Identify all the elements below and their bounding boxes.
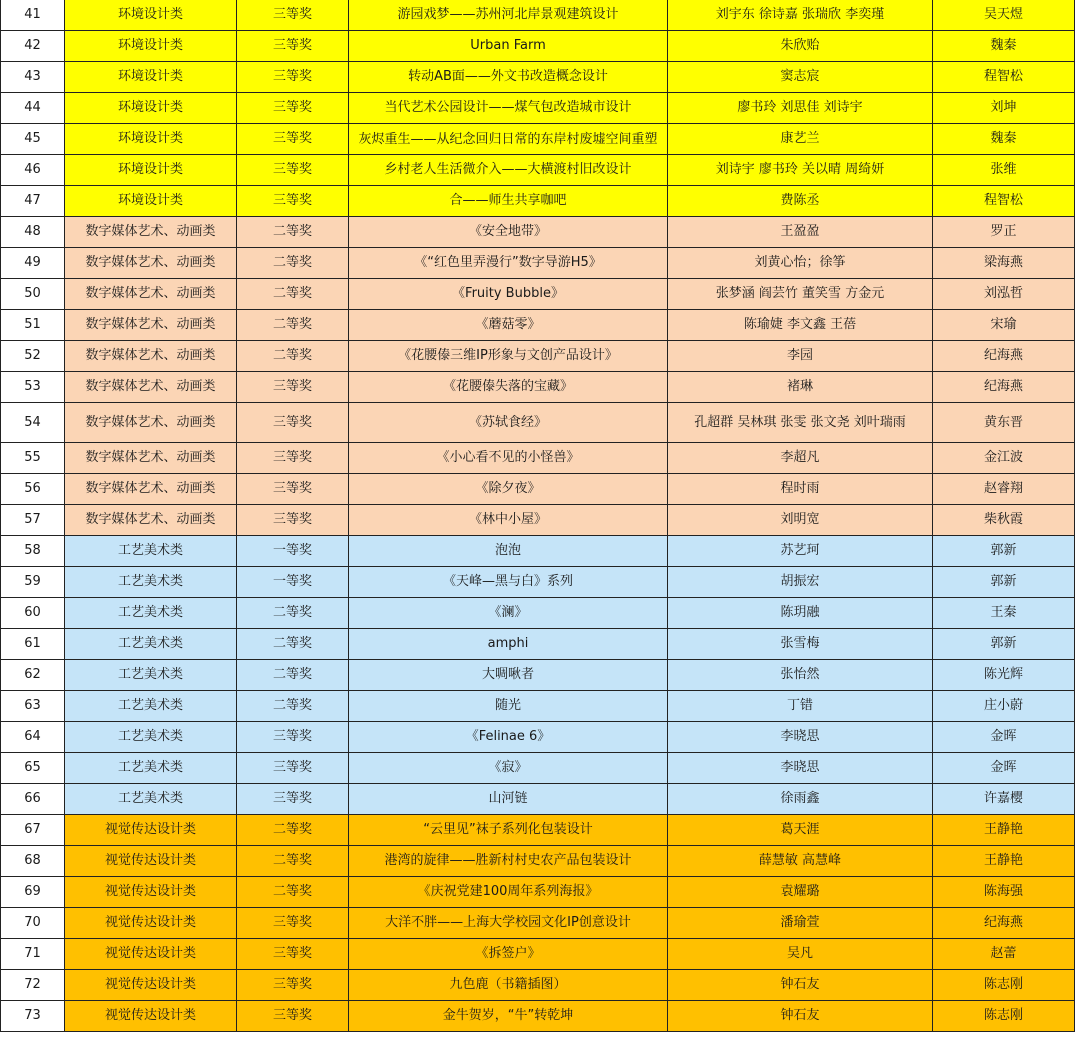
title-cell[interactable]: Urban Farm bbox=[349, 31, 668, 62]
table-row[interactable] bbox=[1, 124, 1080, 155]
table-row[interactable] bbox=[1, 217, 1080, 248]
category-cell[interactable]: 环境设计类 bbox=[65, 124, 237, 155]
advisor-cell[interactable]: 陈志刚 bbox=[933, 1001, 1075, 1032]
advisor-cell[interactable]: 金江波 bbox=[933, 443, 1075, 474]
authors-cell[interactable]: 康艺兰 bbox=[668, 124, 933, 155]
row-number[interactable]: 61 bbox=[1, 629, 65, 660]
row-number[interactable]: 64 bbox=[1, 722, 65, 753]
award-cell[interactable]: 二等奖 bbox=[237, 629, 349, 660]
row-number[interactable]: 41 bbox=[1, 0, 65, 31]
row-number[interactable]: 67 bbox=[1, 815, 65, 846]
next-column-cell[interactable] bbox=[1075, 62, 1080, 93]
next-column-cell[interactable] bbox=[1075, 815, 1080, 846]
row-number[interactable]: 73 bbox=[1, 1001, 65, 1032]
next-column-cell[interactable] bbox=[1075, 93, 1080, 124]
authors-cell[interactable]: 孔超群 吴林琪 张雯 张文尧 刘叶瑞雨 bbox=[668, 403, 933, 443]
award-cell[interactable]: 三等奖 bbox=[237, 403, 349, 443]
next-column-cell[interactable] bbox=[1075, 598, 1080, 629]
award-cell[interactable]: 三等奖 bbox=[237, 784, 349, 815]
next-column-cell[interactable] bbox=[1075, 279, 1080, 310]
row-number[interactable]: 49 bbox=[1, 248, 65, 279]
category-cell[interactable]: 数字媒体艺术、动画类 bbox=[65, 474, 237, 505]
title-cell[interactable]: 《花腰傣三维IP形象与文创产品设计》 bbox=[349, 341, 668, 372]
row-number[interactable]: 70 bbox=[1, 908, 65, 939]
award-cell[interactable]: 二等奖 bbox=[237, 660, 349, 691]
advisor-cell[interactable]: 郭新 bbox=[933, 536, 1075, 567]
row-number[interactable]: 65 bbox=[1, 753, 65, 784]
title-cell[interactable]: 乡村老人生活微介入——大横渡村旧改设计 bbox=[349, 155, 668, 186]
table-row[interactable] bbox=[1, 279, 1080, 310]
category-cell[interactable]: 工艺美术类 bbox=[65, 567, 237, 598]
advisor-cell[interactable]: 王秦 bbox=[933, 598, 1075, 629]
table-row[interactable] bbox=[1, 815, 1080, 846]
category-cell[interactable]: 数字媒体艺术、动画类 bbox=[65, 217, 237, 248]
award-cell[interactable]: 三等奖 bbox=[237, 0, 349, 31]
row-number[interactable]: 50 bbox=[1, 279, 65, 310]
row-number[interactable]: 51 bbox=[1, 310, 65, 341]
award-cell[interactable]: 三等奖 bbox=[237, 505, 349, 536]
advisor-cell[interactable]: 王静艳 bbox=[933, 846, 1075, 877]
category-cell[interactable]: 环境设计类 bbox=[65, 0, 237, 31]
row-number[interactable]: 63 bbox=[1, 691, 65, 722]
table-row[interactable] bbox=[1, 939, 1080, 970]
category-cell[interactable]: 视觉传达设计类 bbox=[65, 1001, 237, 1032]
row-number[interactable]: 60 bbox=[1, 598, 65, 629]
advisor-cell[interactable]: 赵睿翔 bbox=[933, 474, 1075, 505]
category-cell[interactable]: 环境设计类 bbox=[65, 62, 237, 93]
next-column-cell[interactable] bbox=[1075, 629, 1080, 660]
authors-cell[interactable]: 陈玥融 bbox=[668, 598, 933, 629]
advisor-cell[interactable]: 柴秋霞 bbox=[933, 505, 1075, 536]
category-cell[interactable]: 数字媒体艺术、动画类 bbox=[65, 372, 237, 403]
title-cell[interactable]: “云里见”袜子系列化包装设计 bbox=[349, 815, 668, 846]
award-cell[interactable]: 二等奖 bbox=[237, 877, 349, 908]
category-cell[interactable]: 工艺美术类 bbox=[65, 753, 237, 784]
row-number[interactable]: 43 bbox=[1, 62, 65, 93]
next-column-cell[interactable] bbox=[1075, 124, 1080, 155]
title-cell[interactable]: 灰烬重生——从纪念回归日常的东岸村废墟空间重塑 bbox=[349, 124, 668, 155]
title-cell[interactable]: 《Felinae 6》 bbox=[349, 722, 668, 753]
authors-cell[interactable]: 程时雨 bbox=[668, 474, 933, 505]
table-row[interactable] bbox=[1, 1001, 1080, 1032]
table-row[interactable] bbox=[1, 908, 1080, 939]
advisor-cell[interactable]: 魏秦 bbox=[933, 124, 1075, 155]
award-cell[interactable]: 一等奖 bbox=[237, 536, 349, 567]
authors-cell[interactable]: 窦志宸 bbox=[668, 62, 933, 93]
award-cell[interactable]: 三等奖 bbox=[237, 31, 349, 62]
title-cell[interactable]: 《花腰傣失落的宝藏》 bbox=[349, 372, 668, 403]
category-cell[interactable]: 工艺美术类 bbox=[65, 784, 237, 815]
award-cell[interactable]: 三等奖 bbox=[237, 970, 349, 1001]
advisor-cell[interactable]: 程智松 bbox=[933, 186, 1075, 217]
title-cell[interactable]: 大啁啾者 bbox=[349, 660, 668, 691]
authors-cell[interactable]: 徐雨鑫 bbox=[668, 784, 933, 815]
table-row[interactable] bbox=[1, 372, 1080, 403]
row-number[interactable]: 53 bbox=[1, 372, 65, 403]
title-cell[interactable]: 《除夕夜》 bbox=[349, 474, 668, 505]
table-row[interactable] bbox=[1, 443, 1080, 474]
row-number[interactable]: 56 bbox=[1, 474, 65, 505]
next-column-cell[interactable] bbox=[1075, 567, 1080, 598]
row-number[interactable]: 45 bbox=[1, 124, 65, 155]
table-row[interactable] bbox=[1, 186, 1080, 217]
authors-cell[interactable]: 吴凡 bbox=[668, 939, 933, 970]
title-cell[interactable]: 随光 bbox=[349, 691, 668, 722]
row-number[interactable]: 42 bbox=[1, 31, 65, 62]
authors-cell[interactable]: 薛慧敏 高慧峰 bbox=[668, 846, 933, 877]
advisor-cell[interactable]: 金晖 bbox=[933, 753, 1075, 784]
next-column-cell[interactable] bbox=[1075, 186, 1080, 217]
authors-cell[interactable]: 李超凡 bbox=[668, 443, 933, 474]
title-cell[interactable]: 港湾的旋律——胜新村村史农产品包装设计 bbox=[349, 846, 668, 877]
row-number[interactable]: 68 bbox=[1, 846, 65, 877]
advisor-cell[interactable]: 庄小蔚 bbox=[933, 691, 1075, 722]
authors-cell[interactable]: 潘瑜萱 bbox=[668, 908, 933, 939]
table-row[interactable] bbox=[1, 691, 1080, 722]
award-cell[interactable]: 三等奖 bbox=[237, 372, 349, 403]
advisor-cell[interactable]: 刘坤 bbox=[933, 93, 1075, 124]
row-number[interactable]: 57 bbox=[1, 505, 65, 536]
award-cell[interactable]: 二等奖 bbox=[237, 217, 349, 248]
next-column-cell[interactable] bbox=[1075, 753, 1080, 784]
category-cell[interactable]: 视觉传达设计类 bbox=[65, 815, 237, 846]
next-column-cell[interactable] bbox=[1075, 248, 1080, 279]
next-column-cell[interactable] bbox=[1075, 155, 1080, 186]
authors-cell[interactable]: 李晓思 bbox=[668, 753, 933, 784]
award-cell[interactable]: 一等奖 bbox=[237, 567, 349, 598]
table-row[interactable] bbox=[1, 474, 1080, 505]
authors-cell[interactable]: 张梦涵 阎芸竹 董笑雪 方金元 bbox=[668, 279, 933, 310]
row-number[interactable]: 71 bbox=[1, 939, 65, 970]
award-cell[interactable]: 三等奖 bbox=[237, 1001, 349, 1032]
authors-cell[interactable]: 廖书玲 刘思佳 刘诗宇 bbox=[668, 93, 933, 124]
title-cell[interactable]: 《拆签户》 bbox=[349, 939, 668, 970]
title-cell[interactable]: 游园戏梦——苏州河北岸景观建筑设计 bbox=[349, 0, 668, 31]
advisor-cell[interactable]: 陈光辉 bbox=[933, 660, 1075, 691]
row-number[interactable]: 46 bbox=[1, 155, 65, 186]
category-cell[interactable]: 视觉传达设计类 bbox=[65, 970, 237, 1001]
next-column-cell[interactable] bbox=[1075, 443, 1080, 474]
advisor-cell[interactable]: 黄东晋 bbox=[933, 403, 1075, 443]
row-number[interactable]: 44 bbox=[1, 93, 65, 124]
authors-cell[interactable]: 张怡然 bbox=[668, 660, 933, 691]
authors-cell[interactable]: 褚琳 bbox=[668, 372, 933, 403]
advisor-cell[interactable]: 王静艳 bbox=[933, 815, 1075, 846]
next-column-cell[interactable] bbox=[1075, 505, 1080, 536]
title-cell[interactable]: 《天峰—黑与白》系列 bbox=[349, 567, 668, 598]
row-number[interactable]: 69 bbox=[1, 877, 65, 908]
table-row[interactable] bbox=[1, 0, 1080, 31]
category-cell[interactable]: 数字媒体艺术、动画类 bbox=[65, 310, 237, 341]
table-row[interactable] bbox=[1, 62, 1080, 93]
table-row[interactable] bbox=[1, 403, 1080, 443]
authors-cell[interactable]: 苏艺珂 bbox=[668, 536, 933, 567]
row-number[interactable]: 62 bbox=[1, 660, 65, 691]
award-cell[interactable]: 三等奖 bbox=[237, 474, 349, 505]
title-cell[interactable]: 转动AB面——外文书改造概念设计 bbox=[349, 62, 668, 93]
advisor-cell[interactable]: 金晖 bbox=[933, 722, 1075, 753]
category-cell[interactable]: 工艺美术类 bbox=[65, 660, 237, 691]
award-cell[interactable]: 三等奖 bbox=[237, 939, 349, 970]
title-cell[interactable]: 《澜》 bbox=[349, 598, 668, 629]
table-row[interactable] bbox=[1, 970, 1080, 1001]
title-cell[interactable]: 《小心看不见的小怪兽》 bbox=[349, 443, 668, 474]
title-cell[interactable]: 金牛贺岁，“牛”转乾坤 bbox=[349, 1001, 668, 1032]
authors-cell[interactable]: 李园 bbox=[668, 341, 933, 372]
advisor-cell[interactable]: 赵蕾 bbox=[933, 939, 1075, 970]
next-column-cell[interactable] bbox=[1075, 403, 1080, 443]
category-cell[interactable]: 数字媒体艺术、动画类 bbox=[65, 341, 237, 372]
title-cell[interactable]: 《庆祝党建100周年系列海报》 bbox=[349, 877, 668, 908]
next-column-cell[interactable] bbox=[1075, 31, 1080, 62]
advisor-cell[interactable]: 刘泓哲 bbox=[933, 279, 1075, 310]
row-number[interactable]: 59 bbox=[1, 567, 65, 598]
award-cell[interactable]: 三等奖 bbox=[237, 93, 349, 124]
award-cell[interactable]: 二等奖 bbox=[237, 279, 349, 310]
category-cell[interactable]: 视觉传达设计类 bbox=[65, 939, 237, 970]
category-cell[interactable]: 数字媒体艺术、动画类 bbox=[65, 443, 237, 474]
authors-cell[interactable]: 刘宇东 徐诗嘉 张瑞欣 李奕瑾 bbox=[668, 0, 933, 31]
category-cell[interactable]: 工艺美术类 bbox=[65, 598, 237, 629]
category-cell[interactable]: 环境设计类 bbox=[65, 31, 237, 62]
category-cell[interactable]: 环境设计类 bbox=[65, 155, 237, 186]
table-row[interactable] bbox=[1, 567, 1080, 598]
title-cell[interactable]: 大洋不胖——上海大学校园文化IP创意设计 bbox=[349, 908, 668, 939]
table-row[interactable] bbox=[1, 505, 1080, 536]
table-row[interactable] bbox=[1, 341, 1080, 372]
award-cell[interactable]: 三等奖 bbox=[237, 753, 349, 784]
next-column-cell[interactable] bbox=[1075, 341, 1080, 372]
advisor-cell[interactable]: 纪海燕 bbox=[933, 908, 1075, 939]
table-body bbox=[1, 0, 1080, 1032]
authors-cell[interactable]: 刘诗宇 廖书玲 关以晴 周绮妍 bbox=[668, 155, 933, 186]
award-cell[interactable]: 二等奖 bbox=[237, 341, 349, 372]
title-cell[interactable]: 《蘑菇零》 bbox=[349, 310, 668, 341]
advisor-cell[interactable]: 郭新 bbox=[933, 567, 1075, 598]
category-cell[interactable]: 数字媒体艺术、动画类 bbox=[65, 279, 237, 310]
category-cell[interactable]: 数字媒体艺术、动画类 bbox=[65, 403, 237, 443]
title-cell[interactable]: 《寂》 bbox=[349, 753, 668, 784]
title-cell[interactable]: 《林中小屋》 bbox=[349, 505, 668, 536]
next-column-cell[interactable] bbox=[1075, 474, 1080, 505]
award-cell[interactable]: 二等奖 bbox=[237, 248, 349, 279]
table-row[interactable] bbox=[1, 310, 1080, 341]
row-number[interactable]: 55 bbox=[1, 443, 65, 474]
next-column-cell[interactable] bbox=[1075, 939, 1080, 970]
advisor-cell[interactable]: 宋瑜 bbox=[933, 310, 1075, 341]
category-cell[interactable]: 工艺美术类 bbox=[65, 691, 237, 722]
award-cell[interactable]: 三等奖 bbox=[237, 155, 349, 186]
advisor-cell[interactable]: 郭新 bbox=[933, 629, 1075, 660]
authors-cell[interactable]: 钟石友 bbox=[668, 1001, 933, 1032]
title-cell[interactable]: 《安全地带》 bbox=[349, 217, 668, 248]
award-cell[interactable]: 二等奖 bbox=[237, 815, 349, 846]
next-column-cell[interactable] bbox=[1075, 310, 1080, 341]
title-cell[interactable]: 合——师生共享咖吧 bbox=[349, 186, 668, 217]
award-cell[interactable]: 二等奖 bbox=[237, 691, 349, 722]
authors-cell[interactable]: 刘明宽 bbox=[668, 505, 933, 536]
authors-cell[interactable]: 费陈丞 bbox=[668, 186, 933, 217]
title-cell[interactable]: 《Fruity Bubble》 bbox=[349, 279, 668, 310]
authors-cell[interactable]: 丁错 bbox=[668, 691, 933, 722]
title-cell[interactable]: 《苏轼食经》 bbox=[349, 403, 668, 443]
award-cell[interactable]: 二等奖 bbox=[237, 846, 349, 877]
award-cell[interactable]: 三等奖 bbox=[237, 722, 349, 753]
table-row[interactable] bbox=[1, 536, 1080, 567]
next-column-cell[interactable] bbox=[1075, 908, 1080, 939]
category-cell[interactable]: 工艺美术类 bbox=[65, 629, 237, 660]
category-cell[interactable]: 视觉传达设计类 bbox=[65, 846, 237, 877]
title-cell[interactable]: 泡泡 bbox=[349, 536, 668, 567]
row-number[interactable]: 72 bbox=[1, 970, 65, 1001]
next-column-cell[interactable] bbox=[1075, 722, 1080, 753]
row-number[interactable]: 54 bbox=[1, 403, 65, 443]
category-cell[interactable]: 工艺美术类 bbox=[65, 536, 237, 567]
row-number[interactable]: 48 bbox=[1, 217, 65, 248]
authors-cell[interactable]: 葛天涯 bbox=[668, 815, 933, 846]
next-column-cell[interactable] bbox=[1075, 877, 1080, 908]
next-column-cell[interactable] bbox=[1075, 1001, 1080, 1032]
category-cell[interactable]: 环境设计类 bbox=[65, 93, 237, 124]
advisor-cell[interactable]: 纪海燕 bbox=[933, 341, 1075, 372]
category-cell[interactable]: 视觉传达设计类 bbox=[65, 908, 237, 939]
row-number[interactable]: 52 bbox=[1, 341, 65, 372]
next-column-cell[interactable] bbox=[1075, 536, 1080, 567]
table-row[interactable] bbox=[1, 846, 1080, 877]
next-column-cell[interactable] bbox=[1075, 0, 1080, 31]
advisor-cell[interactable]: 许嘉樱 bbox=[933, 784, 1075, 815]
table-row[interactable] bbox=[1, 660, 1080, 691]
advisor-cell[interactable]: 纪海燕 bbox=[933, 372, 1075, 403]
award-cell[interactable]: 二等奖 bbox=[237, 598, 349, 629]
authors-cell[interactable]: 张雪梅 bbox=[668, 629, 933, 660]
next-column-cell[interactable] bbox=[1075, 660, 1080, 691]
next-column-cell[interactable] bbox=[1075, 970, 1080, 1001]
award-cell[interactable]: 三等奖 bbox=[237, 186, 349, 217]
award-cell[interactable]: 二等奖 bbox=[237, 310, 349, 341]
advisor-cell[interactable]: 张维 bbox=[933, 155, 1075, 186]
advisor-cell[interactable]: 魏秦 bbox=[933, 31, 1075, 62]
title-cell[interactable]: amphi bbox=[349, 629, 668, 660]
title-cell[interactable]: 当代艺术公园设计——煤气包改造城市设计 bbox=[349, 93, 668, 124]
table-row[interactable] bbox=[1, 629, 1080, 660]
category-cell[interactable]: 视觉传达设计类 bbox=[65, 877, 237, 908]
advisor-cell[interactable]: 罗正 bbox=[933, 217, 1075, 248]
table-row[interactable] bbox=[1, 248, 1080, 279]
award-cell[interactable]: 三等奖 bbox=[237, 124, 349, 155]
advisor-cell[interactable]: 陈志刚 bbox=[933, 970, 1075, 1001]
authors-cell[interactable]: 钟石友 bbox=[668, 970, 933, 1001]
table-row[interactable] bbox=[1, 784, 1080, 815]
next-column-cell[interactable] bbox=[1075, 784, 1080, 815]
next-column-cell[interactable] bbox=[1075, 846, 1080, 877]
title-cell[interactable]: 《“红色里弄漫行”数字导游H5》 bbox=[349, 248, 668, 279]
row-number[interactable]: 47 bbox=[1, 186, 65, 217]
title-cell[interactable]: 山河链 bbox=[349, 784, 668, 815]
award-cell[interactable]: 三等奖 bbox=[237, 908, 349, 939]
advisor-cell[interactable]: 程智松 bbox=[933, 62, 1075, 93]
category-cell[interactable]: 数字媒体艺术、动画类 bbox=[65, 248, 237, 279]
next-column-cell[interactable] bbox=[1075, 372, 1080, 403]
advisor-cell[interactable]: 陈海强 bbox=[933, 877, 1075, 908]
advisor-cell[interactable]: 吴天煜 bbox=[933, 0, 1075, 31]
table-row[interactable] bbox=[1, 722, 1080, 753]
award-cell[interactable]: 三等奖 bbox=[237, 443, 349, 474]
category-cell[interactable]: 数字媒体艺术、动画类 bbox=[65, 505, 237, 536]
authors-cell[interactable]: 刘黄心怡；徐筝 bbox=[668, 248, 933, 279]
authors-cell[interactable]: 王盈盈 bbox=[668, 217, 933, 248]
table-row[interactable] bbox=[1, 93, 1080, 124]
advisor-cell[interactable]: 梁海燕 bbox=[933, 248, 1075, 279]
authors-cell[interactable]: 朱欣贻 bbox=[668, 31, 933, 62]
table-row[interactable] bbox=[1, 877, 1080, 908]
authors-cell[interactable]: 袁耀璐 bbox=[668, 877, 933, 908]
category-cell[interactable]: 环境设计类 bbox=[65, 186, 237, 217]
title-cell[interactable]: 九色鹿（书籍插图） bbox=[349, 970, 668, 1001]
authors-cell[interactable]: 陈瑜婕 李文鑫 王蓓 bbox=[668, 310, 933, 341]
table-row[interactable] bbox=[1, 598, 1080, 629]
authors-cell[interactable]: 李晓思 bbox=[668, 722, 933, 753]
row-number[interactable]: 58 bbox=[1, 536, 65, 567]
row-number[interactable]: 66 bbox=[1, 784, 65, 815]
next-column-cell[interactable] bbox=[1075, 217, 1080, 248]
table-row[interactable] bbox=[1, 31, 1080, 62]
authors-cell[interactable]: 胡振宏 bbox=[668, 567, 933, 598]
next-column-cell[interactable] bbox=[1075, 691, 1080, 722]
table-row[interactable] bbox=[1, 155, 1080, 186]
table-row[interactable] bbox=[1, 753, 1080, 784]
award-cell[interactable]: 三等奖 bbox=[237, 62, 349, 93]
category-cell[interactable]: 工艺美术类 bbox=[65, 722, 237, 753]
